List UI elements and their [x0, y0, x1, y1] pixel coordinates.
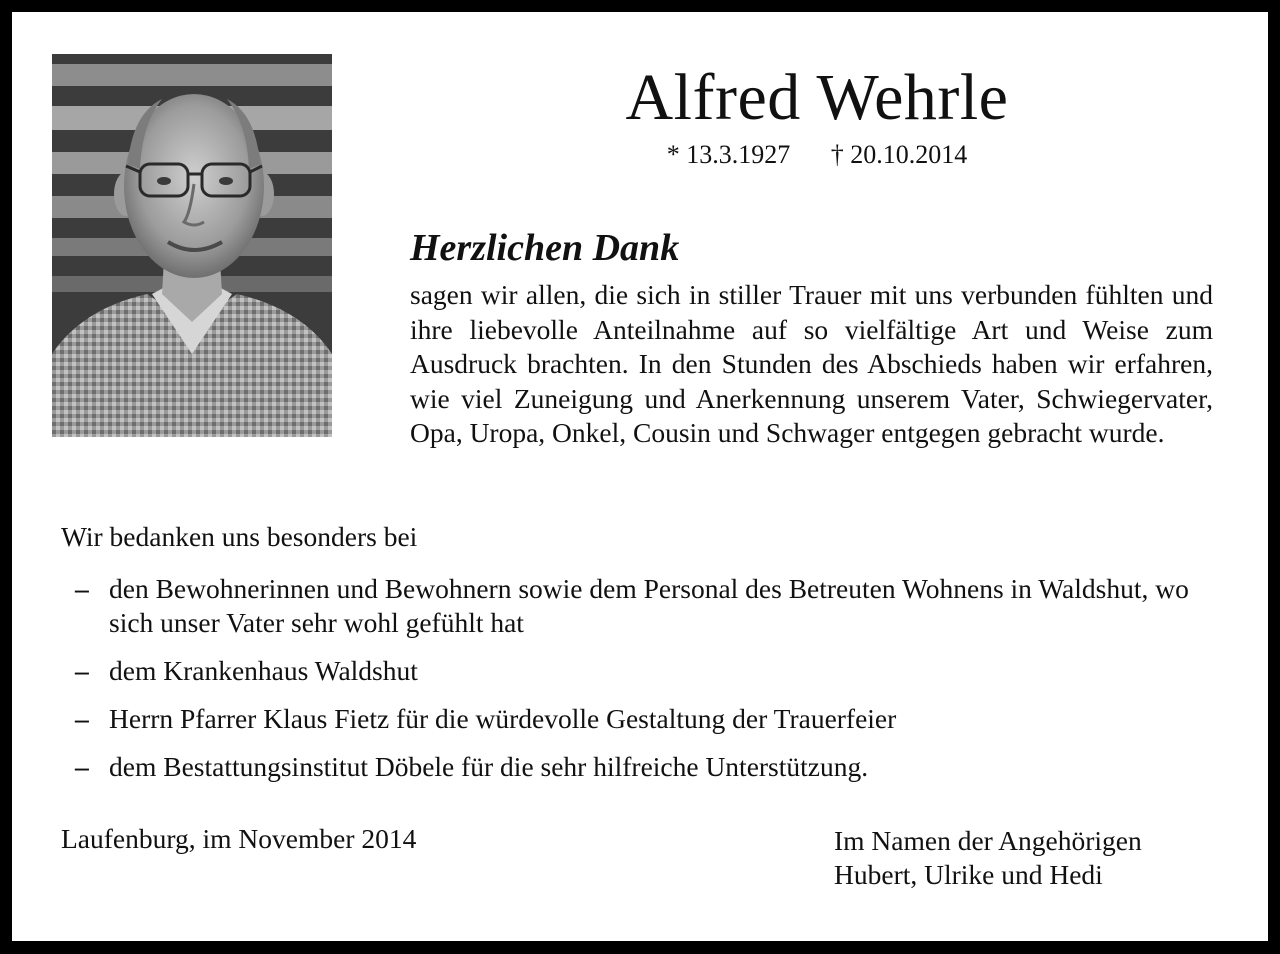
signature-line-2: Hubert, Ulrike und Hedi	[834, 859, 1103, 890]
signature	[834, 824, 1142, 892]
special-thanks-intro: Wir bedanken uns besonders bei	[61, 521, 418, 552]
dash-icon: –	[75, 655, 89, 686]
obituary-card	[12, 12, 1268, 941]
portrait-photo	[52, 54, 332, 437]
list-item-text: den Bewohnerinnen und Bewohnern sowie dem Personal des Betreuten Wohnens in Waldshut, wo sich unser Vater sehr wohl gefühlt hat	[109, 573, 1189, 638]
list-item	[61, 654, 1221, 688]
dash-icon: –	[75, 573, 89, 604]
list-item-text: dem Bestattungsinstitut Döbele für die sehr hilfreiche Unterstützung.	[109, 751, 869, 782]
thanks-body: sagen wir allen, die sich in stiller Trauer mit uns verbunden fühlten und ihre liebevolle Anteilnahme auf so vielfältige Art und Weise zum Ausdruck brachten. In den Stunden des Abschieds haben wir erfahren, wie viel Zuneigung und Anerkennung unserem Vater, Schwiegervater, Opa, Uropa, Onkel, Cousin und Schwager entgegen gebracht wurde.	[410, 279, 1213, 448]
list-item	[61, 702, 1221, 736]
list-item-text: dem Krankenhaus Waldshut	[109, 655, 418, 686]
place-date: Laufenburg, im November 2014	[61, 823, 417, 854]
dash-icon: –	[75, 751, 89, 782]
list-item	[61, 572, 1221, 640]
list-item	[61, 750, 1221, 784]
deceased-name: Alfred Wehrle	[625, 61, 1009, 134]
birth-date: * 13.3.1927	[666, 140, 791, 169]
death-date: † 20.10.2014	[830, 140, 968, 169]
thanks-heading: Herzlichen Dank	[410, 227, 680, 269]
life-dates	[422, 138, 1212, 172]
dash-icon: –	[75, 703, 89, 734]
signature-line-1: Im Namen der Angehörigen	[834, 825, 1142, 856]
list-item-text: Herrn Pfarrer Klaus Fietz für die würdevolle Gestaltung der Trauerfeier	[109, 703, 897, 734]
special-thanks-list	[61, 572, 1221, 798]
